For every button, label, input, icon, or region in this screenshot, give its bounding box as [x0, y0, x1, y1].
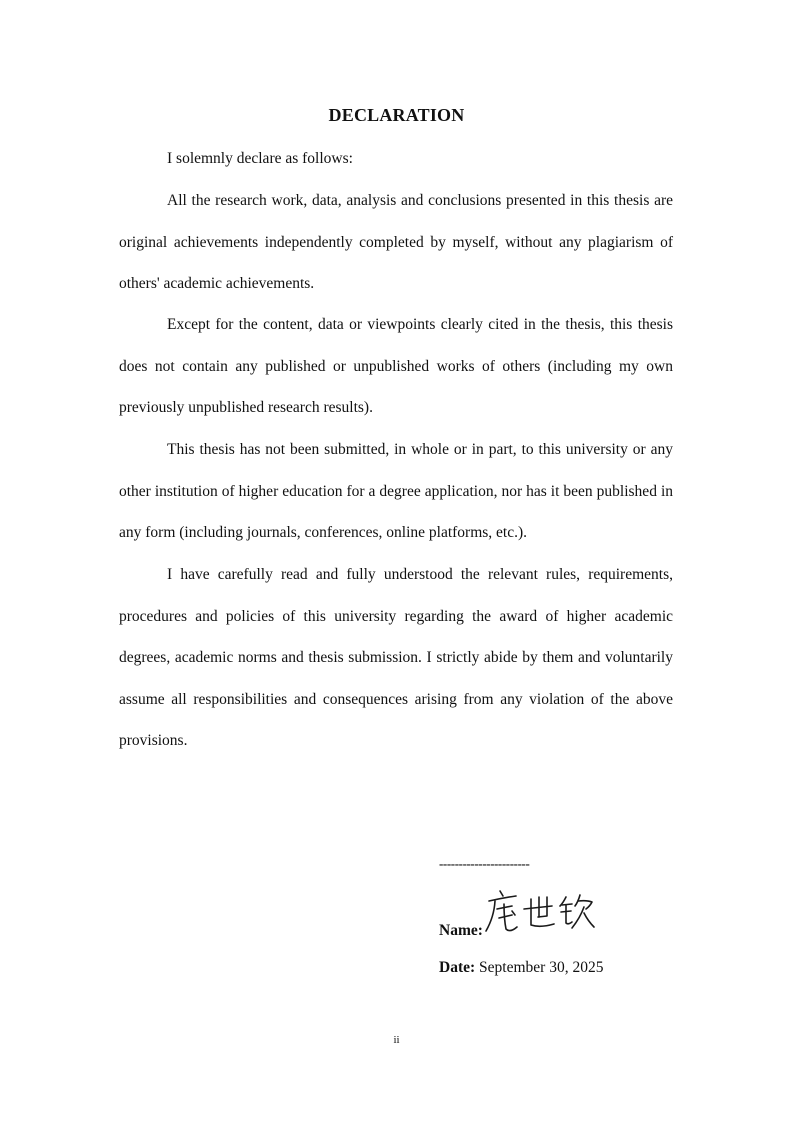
- paragraph-responsibility: I have carefully read and fully understood the relevant rules, requirements, procedures and policies of this university regarding the award of higher academic degrees, academic norms and thesis submission. I strictly abide by them and voluntarily assume all responsibilities and consequences arising from any violation of the above provisions.: [119, 566, 673, 750]
- paragraph-submission: This thesis has not been submitted, in whole or in part, to this university or any other institution of higher education for a degree application, nor has it been published in any form (including journals, conferences, online platforms, etc.).: [119, 441, 673, 542]
- paragraph-originality: All the research work, data, analysis and conclusions presented in this thesis are original achievements independently completed by myself, without any plagiarism of others' academic achievements.: [119, 192, 673, 293]
- date-value: September 30, 2025: [475, 959, 604, 976]
- date-row: [439, 959, 603, 977]
- signature-line: -----------------------: [439, 856, 530, 871]
- paragraph-citations: Except for the content, data or viewpoints clearly cited in the thesis, this thesis does not contain any published or unpublished works of others (including my own previously unpublished research results).: [119, 316, 673, 417]
- page-title: DECLARATION: [328, 105, 465, 125]
- intro-text: I solemnly declare as follows:: [167, 150, 353, 167]
- handwritten-signature: [484, 885, 596, 941]
- name-row: [439, 885, 639, 945]
- date-label: Date:: [439, 959, 476, 976]
- name-label: Name:: [439, 922, 483, 939]
- page-number: ii: [393, 1034, 400, 1046]
